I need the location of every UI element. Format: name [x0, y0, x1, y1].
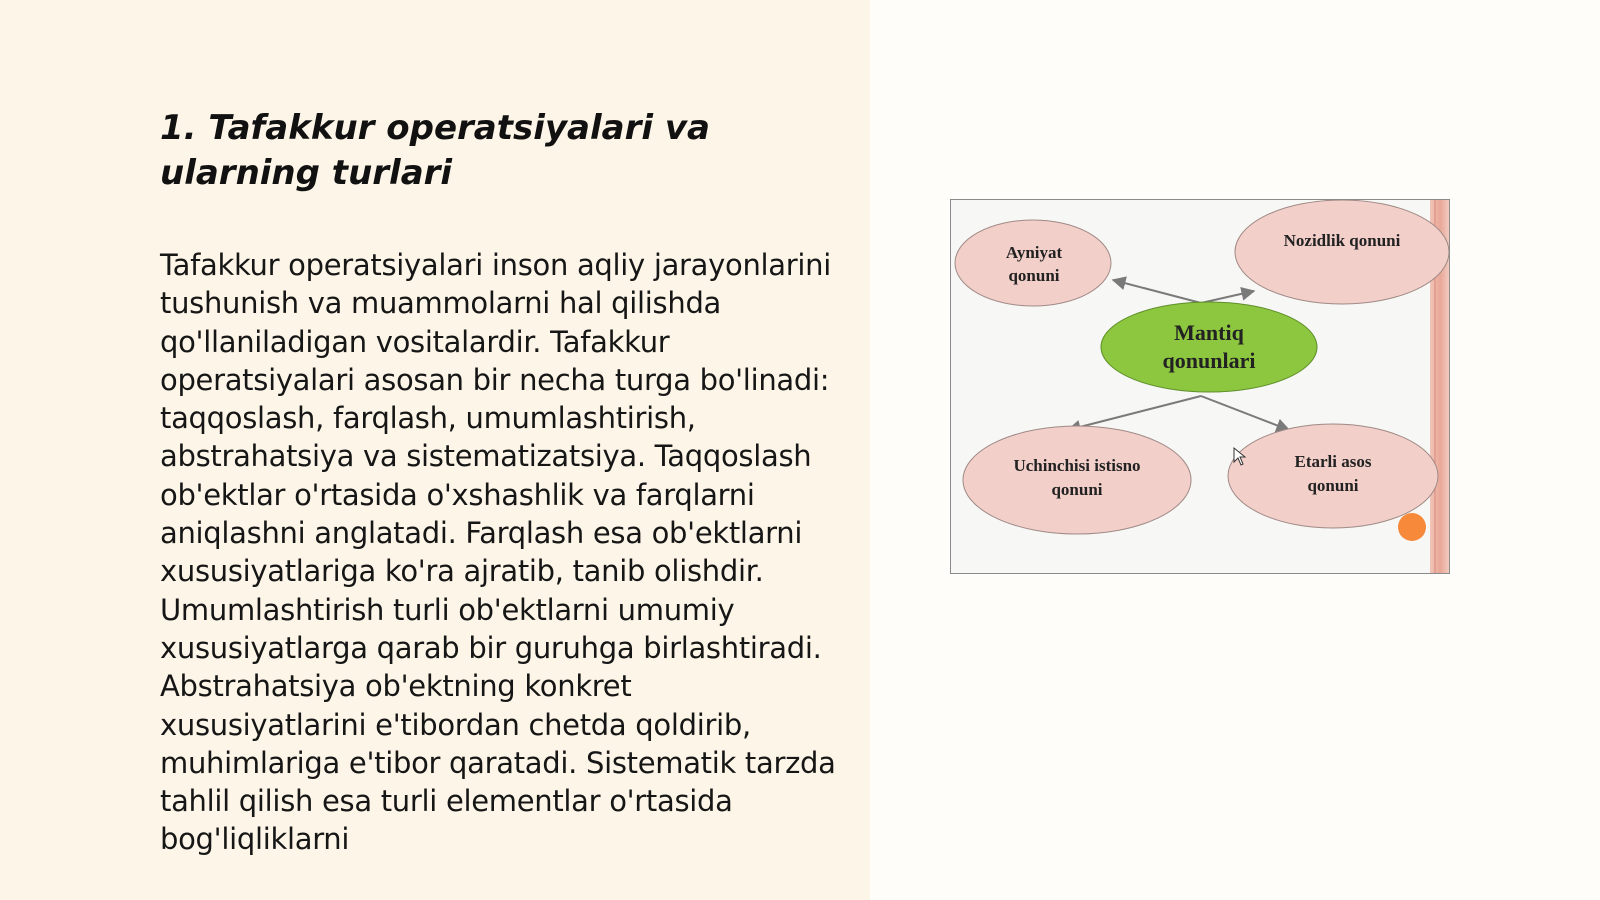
label-center-2: qonunlari [1162, 348, 1256, 373]
label-ayniyat-2: qonuni [1008, 266, 1060, 285]
node-center [1101, 302, 1317, 392]
arrow-to-uchinchisi [1068, 396, 1201, 430]
label-etarli-2: qonuni [1307, 476, 1359, 495]
label-nozidlik-1: Nozidlik qonuni [1283, 231, 1401, 250]
label-center-1: Mantiq [1174, 320, 1244, 345]
label-uchinchisi-2: qonuni [1051, 480, 1103, 499]
slide-body-text: Tafakkur operatsiyalari inson aqliy jarayonlarini tushunish va muammolarni hal qilishda qo'llaniladigan vositalardir. Tafakkur operatsiyalari asosan bir necha turga bo'linadi: taqqoslash, farqlash, umumlashtirish, abstrahatsiya va sistematizatsiya. Taqqoslash ob'ektlar o'rtasida o'xshashlik va farqlarni aniqlashni anglatadi. Farqlash esa ob'ektlarni xususiyatlariga ko'ra ajratib, tanib olishdir. Umumlashtirish turli ob'ektlarni umumiy xususiyatlarga qarab bir guruhga birlashtiradi. Abstrahatsiya ob'ektning konkret xususiyatlarini e'tibordan chetda qoldirib, muhimlariga e'tibor qaratadi. Sistematik tarzda tahlil qilish esa turli elementlar o'rtasida bog'liqliklarni [160, 248, 836, 857]
label-etarli-1: Etarli asos [1294, 452, 1372, 471]
logic-laws-diagram [950, 199, 1450, 574]
arrow-to-ayniyat [1113, 280, 1201, 303]
arrow-to-nozidlik [1201, 291, 1254, 303]
accent-dot [1398, 513, 1426, 541]
diagram-svg [951, 200, 1450, 574]
node-ayniyat [955, 220, 1111, 306]
label-ayniyat-1: Ayniyat [1005, 243, 1063, 262]
slide-title: 1. Tafakkur operatsiyalari va ularning turlari [160, 108, 710, 193]
node-nozidlik [1235, 200, 1449, 304]
label-uchinchisi-1: Uchinchisi istisno [1013, 456, 1141, 475]
arrow-to-etarli [1201, 396, 1289, 430]
